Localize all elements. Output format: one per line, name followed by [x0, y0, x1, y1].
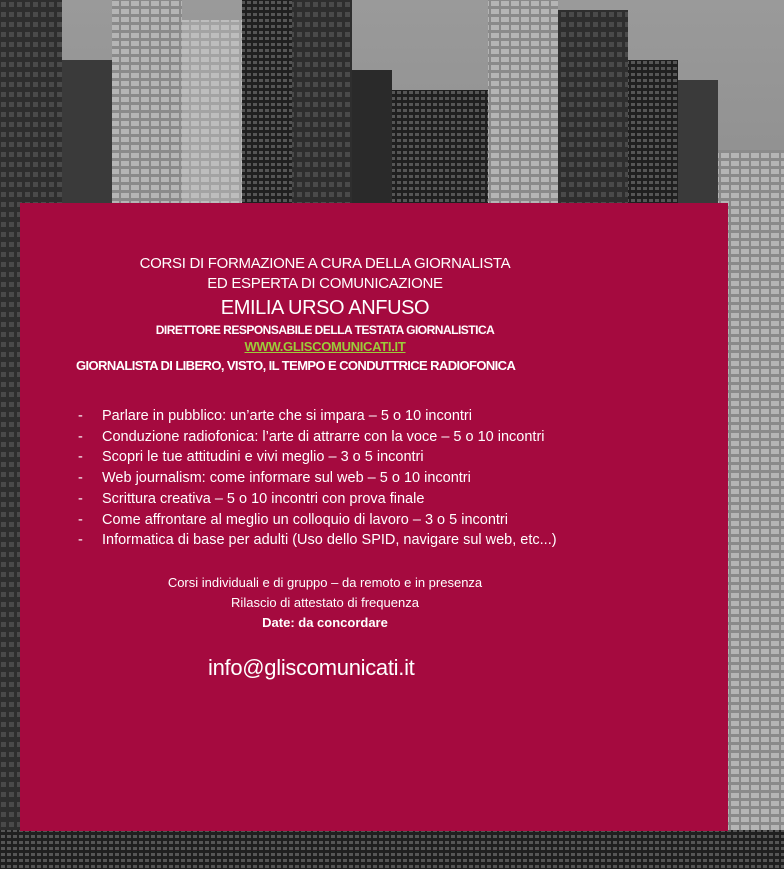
- list-item: - Web journalism: come informare sul web – 5 o 10 incontri: [78, 470, 471, 487]
- course-info-panel: [20, 203, 728, 831]
- contact-email[interactable]: info@gliscomunicati.it: [208, 655, 415, 680]
- course-list: [78, 406, 557, 551]
- course-format: Corsi individuali e di gruppo – da remoto e in presenza: [167, 575, 483, 590]
- list-item: - Parlare in pubblico: un’arte che si impara – 5 o 10 incontri: [78, 408, 472, 424]
- list-item: - Informatica di base per adulti (Uso dello SPID, navigare sul web, etc...): [78, 532, 557, 549]
- certificate-note: Rilascio di attestato di frequenza: [231, 595, 419, 610]
- dates-note: Date: da concordare: [262, 615, 388, 630]
- journalist-name: EMILIA URSO ANFUSO: [220, 297, 430, 319]
- role-line: DIRETTORE RESPONSABILE DELLA TESTATA GIORNALISTICA: [155, 323, 495, 337]
- list-item: - Come affrontare al meglio un colloquio di lavoro – 3 o 5 incontri: [78, 511, 508, 528]
- heading-line-2: ED ESPERTA DI COMUNICAZIONE: [207, 275, 443, 292]
- list-item: - Scopri le tue attitudini e vivi meglio – 3 o 5 incontri: [78, 449, 424, 466]
- list-item: - Scrittura creativa – 5 o 10 incontri con prova finale: [78, 490, 425, 507]
- credits-line: GIORNALISTA DI LIBERO, VISTO, IL TEMPO E CONDUTTRICE RADIOFONICA: [76, 358, 516, 373]
- list-item: - Conduzione radiofonica: l’arte di attrarre con la voce – 5 o 10 incontri: [78, 428, 545, 445]
- website-link[interactable]: WWW.GLISCOMUNICATI.IT: [244, 339, 406, 354]
- heading-line-1: CORSI DI FORMAZIONE A CURA DELLA GIORNALISTA: [139, 255, 511, 272]
